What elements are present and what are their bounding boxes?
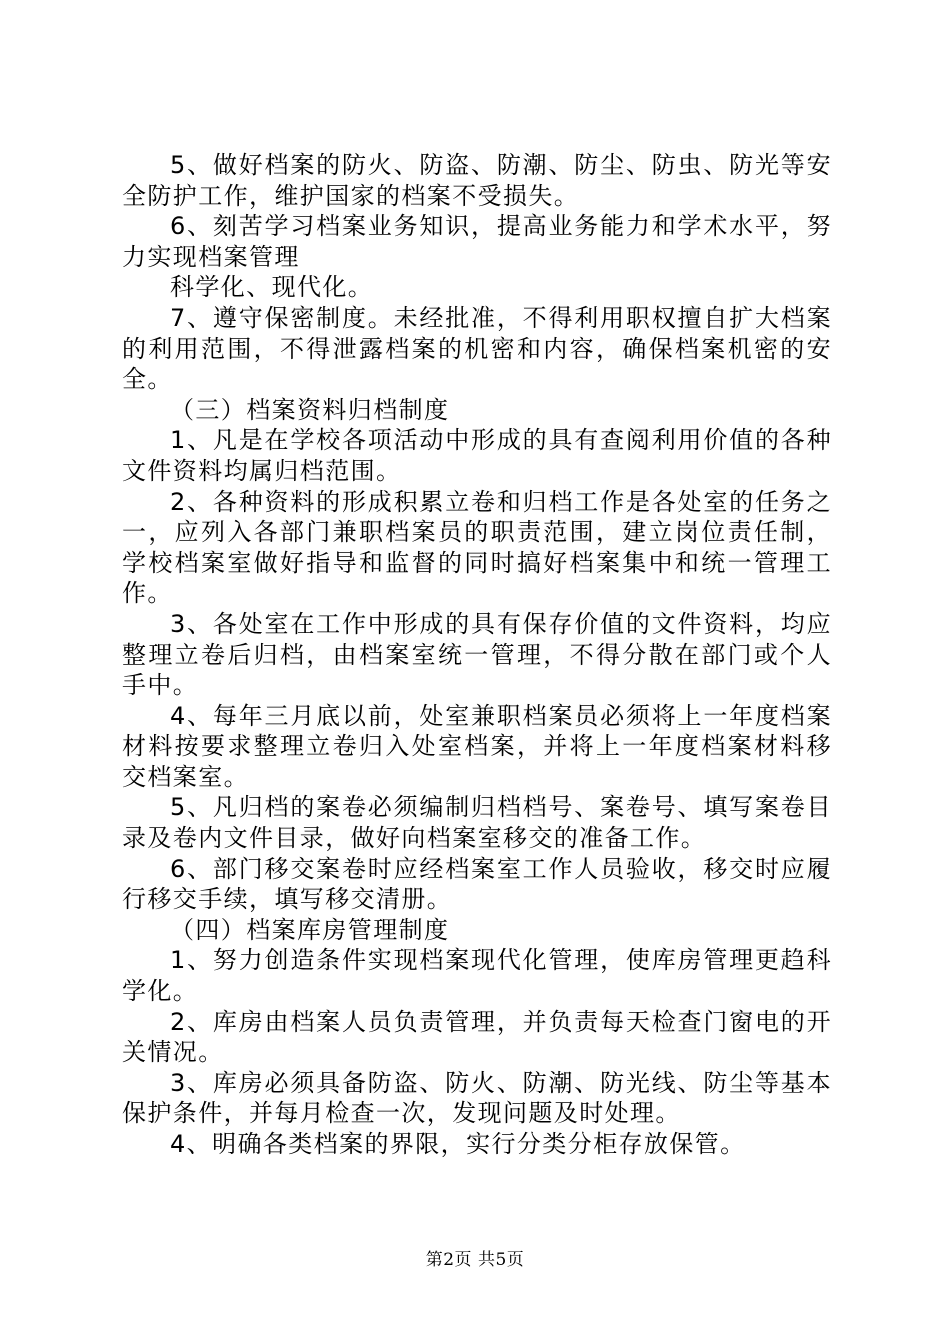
- paragraph-archiving-1: 1、凡是在学校各项活动中形成的具有查阅利用价值的各种文件资料均属归档范围。: [122, 426, 832, 485]
- paragraph-archiving-2: 2、各种资料的形成积累立卷和归档工作是各处室的任务之一，应列入各部门兼职档案员的职责范围，建立岗位责任制，学校档案室做好指导和监督的同时搞好档案集中和统一管理工作。: [122, 487, 832, 608]
- paragraph-item-6-study: 6、刻苦学习档案业务知识，提高业务能力和学术水平，努力实现档案管理: [122, 212, 832, 271]
- paragraph-storage-4: 4、明确各类档案的界限，实行分类分柜存放保管。: [170, 1130, 746, 1158]
- paragraph-item-7-confidentiality: 7、遵守保密制度。未经批准，不得利用职权擅自扩大档案的利用范围，不得泄露档案的机密和内容，确保档案机密的安全。: [122, 303, 832, 394]
- paragraph-storage-2: 2、库房由档案人员负责管理，并负责每天检查门窗电的开关情况。: [122, 1007, 832, 1067]
- section-heading-3: （三）档案资料归档制度: [170, 395, 450, 424]
- section-heading-4: （四）档案库房管理制度: [170, 915, 450, 944]
- paragraph-item-6-continuation: 科学化、现代化。: [170, 273, 374, 302]
- page-number-footer: 第2页 共5页: [425, 1250, 525, 1270]
- paragraph-item-5-safety: 5、做好档案的防火、防盗、防潮、防尘、防虫、防光等安全防护工作，维护国家的档案不受损失。: [122, 151, 832, 210]
- paragraph-archiving-5: 5、凡归档的案卷必须编制归档档号、案卷号、填写案卷目录及卷内文件目录，做好向档案室移交的准备工作。: [122, 793, 832, 853]
- paragraph-storage-1: 1、努力创造条件实现档案现代化管理，使库房管理更趋科学化。: [122, 946, 832, 1006]
- paragraph-archiving-6: 6、部门移交案卷时应经档案室工作人员验收，移交时应履行移交手续，填写移交清册。: [122, 854, 832, 914]
- document-body: [122, 150, 832, 1160]
- paragraph-storage-3: 3、库房必须具备防盗、防火、防潮、防光线、防尘等基本保护条件，并每月检查一次，发现问题及时处理。: [122, 1068, 832, 1128]
- paragraph-archiving-4: 4、每年三月底以前，处室兼职档案员必须将上一年度档案材料按要求整理立卷归入处室档案，并将上一年度档案材料移交档案室。: [122, 701, 832, 791]
- paragraph-archiving-3: 3、各处室在工作中形成的具有保存价值的文件资料，均应整理立卷后归档，由档案室统一管理，不得分散在部门或个人手中。: [122, 609, 832, 700]
